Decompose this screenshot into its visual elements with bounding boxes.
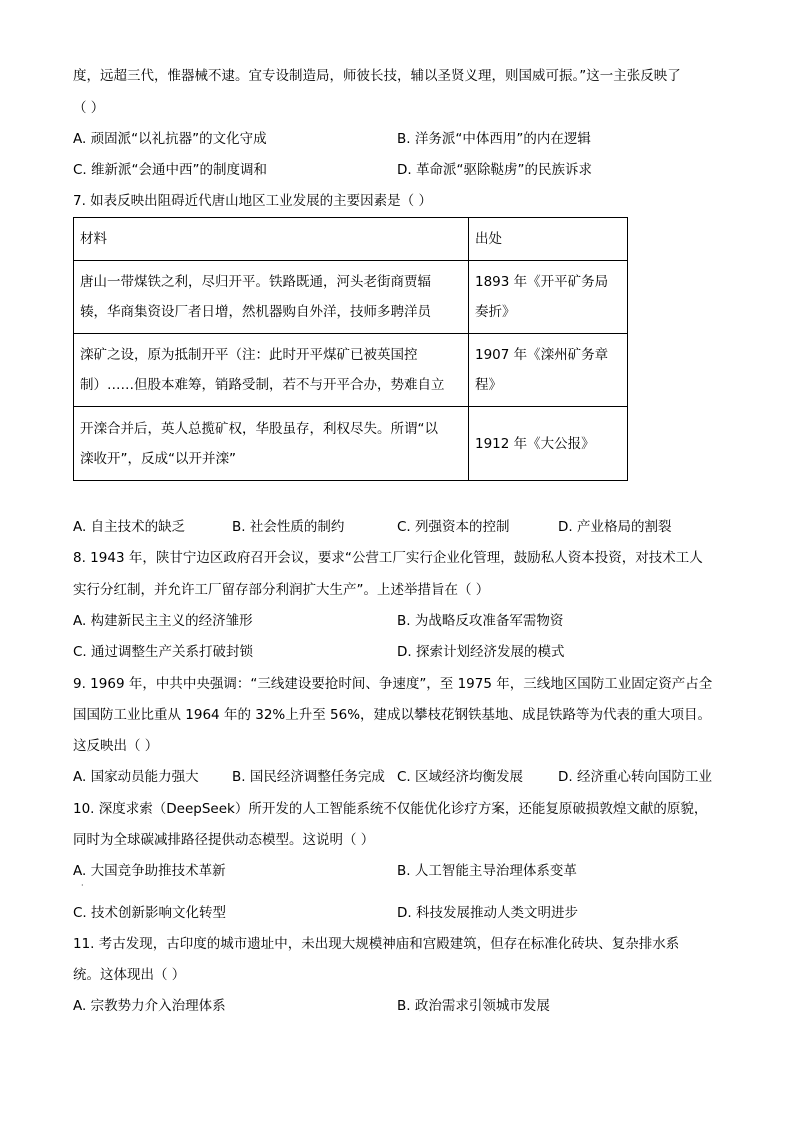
cell-line: 1893 年《开平矿务局	[475, 274, 609, 290]
q11-option-b: B. 政治需求引领城市发展	[397, 998, 550, 1014]
q7-option-d: D. 产业格局的割裂	[558, 519, 672, 535]
table-header-row	[74, 218, 628, 261]
cell-line: 开滦合并后，英人总揽矿权，华股虽存，利权尽失。所谓“以	[80, 420, 438, 437]
q10-stem-line1: 10. 深度求索（DeepSeek）所开发的人工智能系统不仅能优化诊疗方案，还能复原破损敦煌文献的原貌，	[73, 801, 708, 817]
q9-option-a: A. 国家动员能力强大	[73, 769, 199, 785]
table-header-source: 出处	[469, 218, 628, 261]
cell-line: 程》	[475, 377, 502, 393]
q8-option-d: D. 探索计划经济发展的模式	[397, 644, 565, 660]
cell-line: 唐山一带煤铁之利，尽归开平。铁路既通，河头老街商贾辐	[80, 274, 431, 290]
cell-line: 奏折》	[475, 304, 516, 320]
q6-stem-line2: （ ）	[73, 100, 105, 116]
table-row	[74, 261, 628, 334]
q8-option-a: A. 构建新民主主义的经济雏形	[73, 613, 253, 629]
q6-option-a: A. 顽固派“以礼抗器”的文化守成	[73, 131, 267, 147]
q6-stem-line1: 度，远超三代，惟器械不逮。宜专设制造局，师彼长技，辅以圣贤义理，则国威可振。”这一主张反映了	[73, 68, 681, 84]
q10-option-b: B. 人工智能主导治理体系变革	[397, 863, 577, 879]
q9-stem-line2: 国国防工业比重从 1964 年的 32%上升至 56%，建成以攀枝花钢铁基地、成昆铁路等为代表的重大项目。	[73, 707, 712, 723]
q10-option-a: A. 大国竞争助推技术革新	[73, 863, 226, 879]
q8-option-b: B. 为战略反攻准备军需物资	[397, 613, 564, 629]
q6-option-c: C. 维新派“会通中西”的制度调和	[73, 162, 267, 178]
table-cell-material	[74, 407, 469, 481]
q9-option-c: C. 区域经济均衡发展	[397, 769, 524, 785]
q8-stem-line1: 8. 1943 年，陕甘宁边区政府召开会议，要求“公营工厂实行企业化管理，鼓励私人资本投资，对技术工人	[73, 550, 703, 566]
q10-option-d: D. 科技发展推动人类文明进步	[397, 905, 578, 921]
q11-stem-line1: 11. 考古发现，古印度的城市遗址中，未出现大规模神庙和宫殿建筑，但存在标准化砖块、复杂排水系	[73, 936, 680, 952]
q6-option-d: D. 革命派“驱除鞑虏”的民族诉求	[397, 162, 592, 178]
q9-option-b: B. 国民经济调整任务完成	[232, 769, 385, 785]
cell-line: 1907 年《滦州矿务章	[475, 347, 609, 363]
q10-option-c: C. 技术创新影响文化转型	[73, 905, 227, 921]
q8-option-c: C. 通过调整生产关系打破封锁	[73, 644, 254, 660]
q9-stem-line1: 9. 1969 年，中共中央强调：“三线建设要抢时间、争速度”，至 1975 年，三线地区国防工业固定资产占全	[73, 676, 713, 692]
table-row	[74, 407, 628, 481]
table-cell-source	[469, 407, 628, 481]
table-cell-source	[469, 334, 628, 407]
stray-dot-mark: ·	[81, 881, 84, 890]
table-header-material: 材料	[74, 218, 469, 261]
cell-line: 1912 年《大公报》	[475, 435, 595, 452]
table-cell-material	[74, 334, 469, 407]
q7-stem: 7. 如表反映出阻碍近代唐山地区工业发展的主要因素是（ ）	[73, 193, 432, 209]
q11-option-a: A. 宗教势力介入治理体系	[73, 998, 226, 1014]
table-row	[74, 334, 628, 407]
q9-option-d: D. 经济重心转向国防工业	[558, 769, 712, 785]
table-cell-material	[74, 261, 469, 334]
cell-line: 制）……但股本难筹，销路受制，若不与开平合办，势难自立	[80, 377, 445, 393]
table-cell-source	[469, 261, 628, 334]
q9-stem-line3: 这反映出（ ）	[73, 738, 159, 754]
q10-stem-line2: 同时为全球碳减排路径提供动态模型。这说明（ ）	[73, 832, 375, 848]
cell-line: 滦收开”，反成“以开并滦”	[80, 450, 236, 467]
cell-line: 滦矿之设，原为抵制开平（注：此时开平煤矿已被英国控	[80, 347, 418, 363]
q7-option-c: C. 列强资本的控制	[397, 519, 510, 535]
q8-stem-line2: 实行分红制，并允许工厂留存部分利润扩大生产”。上述举措旨在（ ）	[73, 582, 490, 598]
q7-option-a: A. 自主技术的缺乏	[73, 519, 186, 535]
q7-source-table	[73, 217, 628, 481]
cell-line: 辏，华商集资设厂者日增，然机器购自外洋，技师多聘洋员	[80, 304, 431, 320]
q7-option-b: B. 社会性质的制约	[232, 519, 345, 535]
q11-stem-line2: 统。这体现出（ ）	[73, 967, 186, 983]
q6-option-b: B. 洋务派“中体西用”的内在逻辑	[397, 131, 591, 147]
